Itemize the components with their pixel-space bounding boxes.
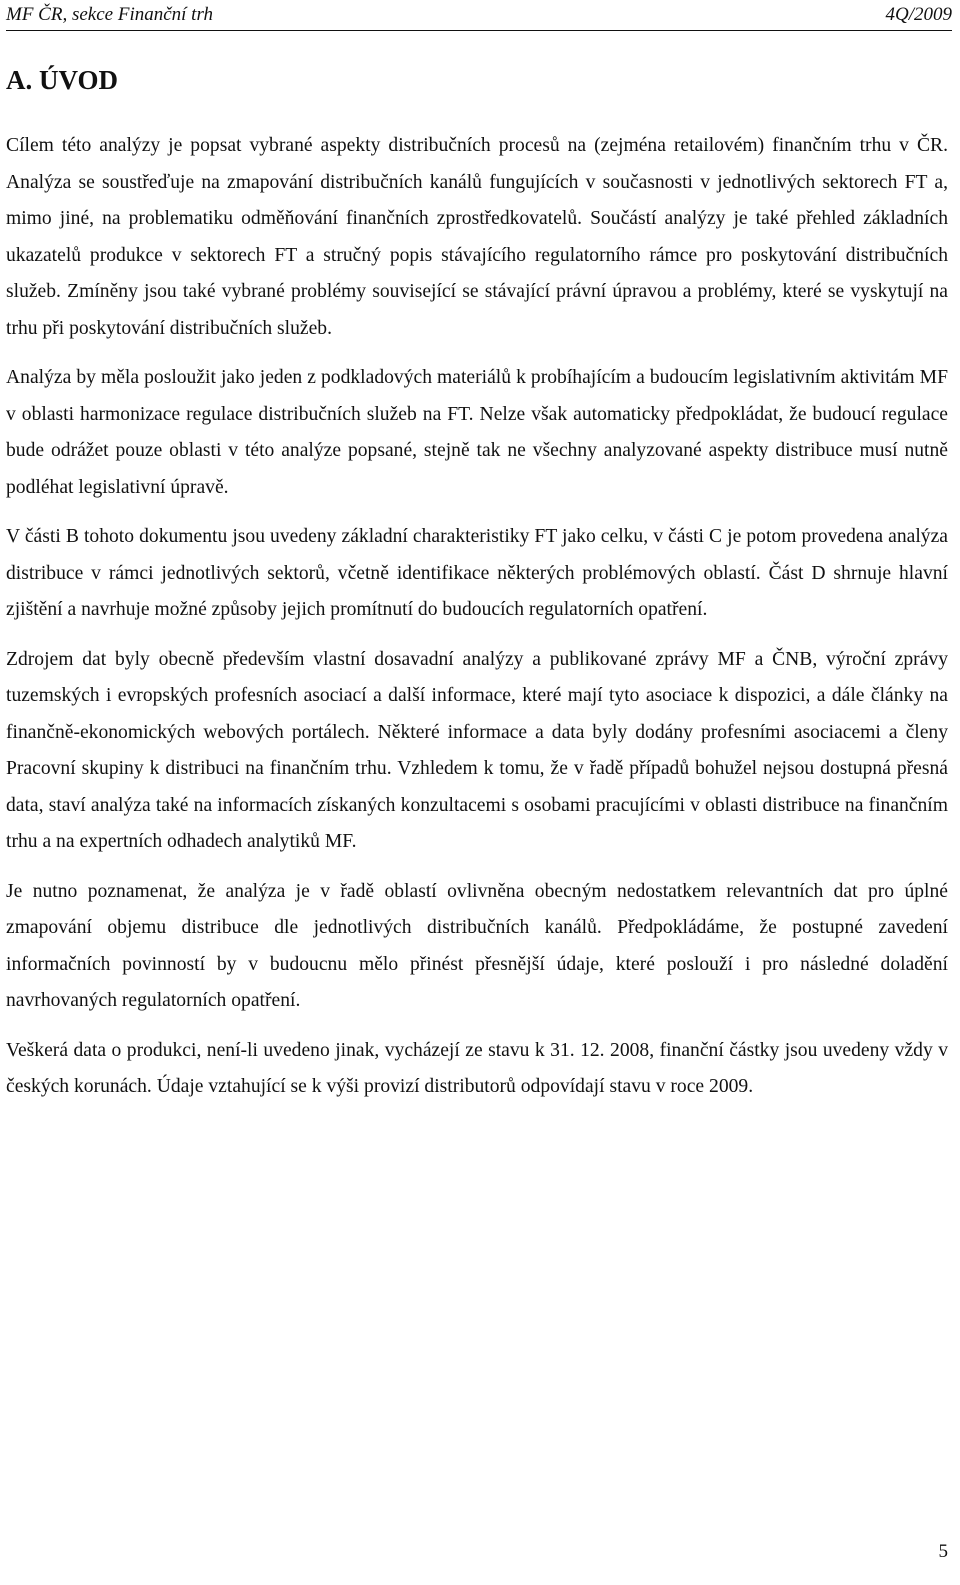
document-body: [6, 128, 948, 1119]
section-title: A. ÚVOD: [6, 65, 118, 95]
header-period: 4Q/2009: [885, 4, 952, 25]
header-source: MF ČR, sekce Finanční trh: [6, 4, 214, 25]
paragraph: Zdrojem dat byly obecně především vlastní dosavadní analýzy a publikované zprávy MF a ČNB, výroční zprávy tuzemských i evropských profesních asociací a další informace, které mají tyto asociace k dispozici, a dále články na finančně-ekonomických webových portálech. Některé informace a data byly dodány profesními asociacemi a členy Pracovní skupiny k distribuci na finančním trhu. Vzhledem k tomu, že v řadě případů bohužel nejsou dostupná přesná data, staví analýza také na informacích získaných konzultacemi s osobami pracujícími v oblasti distribuce na finančním trhu a na expertních odhadech analytiků MF.: [6, 648, 948, 852]
paragraph: Je nutno poznamenat, že analýza je v řadě oblastí ovlivněna obecným nedostatkem relevantních dat pro úplné zmapování objemu distribuce dle jednotlivých distribučních kanálů. Předpokládáme, že postupné zavedení informačních povinností by v budoucnu mělo přinést přesnější údaje, které poslouží i pro následné doladění navrhovaných regulatorních opatření.: [6, 880, 948, 1011]
paragraph: Veškerá data o produkci, není-li uvedeno jinak, vycházejí ze stavu k 31. 12. 2008, finanční částky jsou uvedeny vždy v českých korunách. Údaje vztahující se k výši provizí distributorů odpovídají stavu v roce 2009.: [6, 1039, 948, 1097]
paragraph: V části B tohoto dokumentu jsou uvedeny základní charakteristiky FT jako celku, v části C je potom provedena analýza distribuce v rámci jednotlivých sektorů, včetně identifikace některých problémových oblastí. Část D shrnuje hlavní zjištění a navrhuje možné způsoby jejich promítnutí do budoucích regulatorních opatření.: [6, 526, 948, 620]
page-number: 5: [938, 1541, 948, 1562]
paragraph: Analýza by měla posloužit jako jeden z podkladových materiálů k probíhajícím a budoucím legislativním aktivitám MF v oblasti harmonizace regulace distribučních služeb na FT. Nelze však automaticky předpokládat, že budoucí regulace bude odrážet pouze oblasti v této analýze popsané, stejně tak ne všechny analyzované aspekty distribuce musí nutně podléhat legislativní úpravě.: [6, 367, 948, 498]
paragraph: Cílem této analýzy je popsat vybrané aspekty distribučních procesů na (zejména retailovém) finančním trhu v ČR. Analýza se soustřeďuje na zmapování distribučních kanálů fungujících v současnosti v jednotlivých sektorech FT a, mimo jiné, na problematiku odměňování finančních zprostředkovatelů. Součástí analýzy je také přehled základních ukazatelů produkce v sektorech FT a stručný popis stávajícího regulatorního rámce pro poskytování distribučních služeb. Zmíněny jsou také vybrané problémy související se stávající právní úpravou a problémy, které se vyskytují na trhu při poskytování distribučních služeb.: [6, 135, 948, 339]
page-header: [6, 4, 952, 31]
